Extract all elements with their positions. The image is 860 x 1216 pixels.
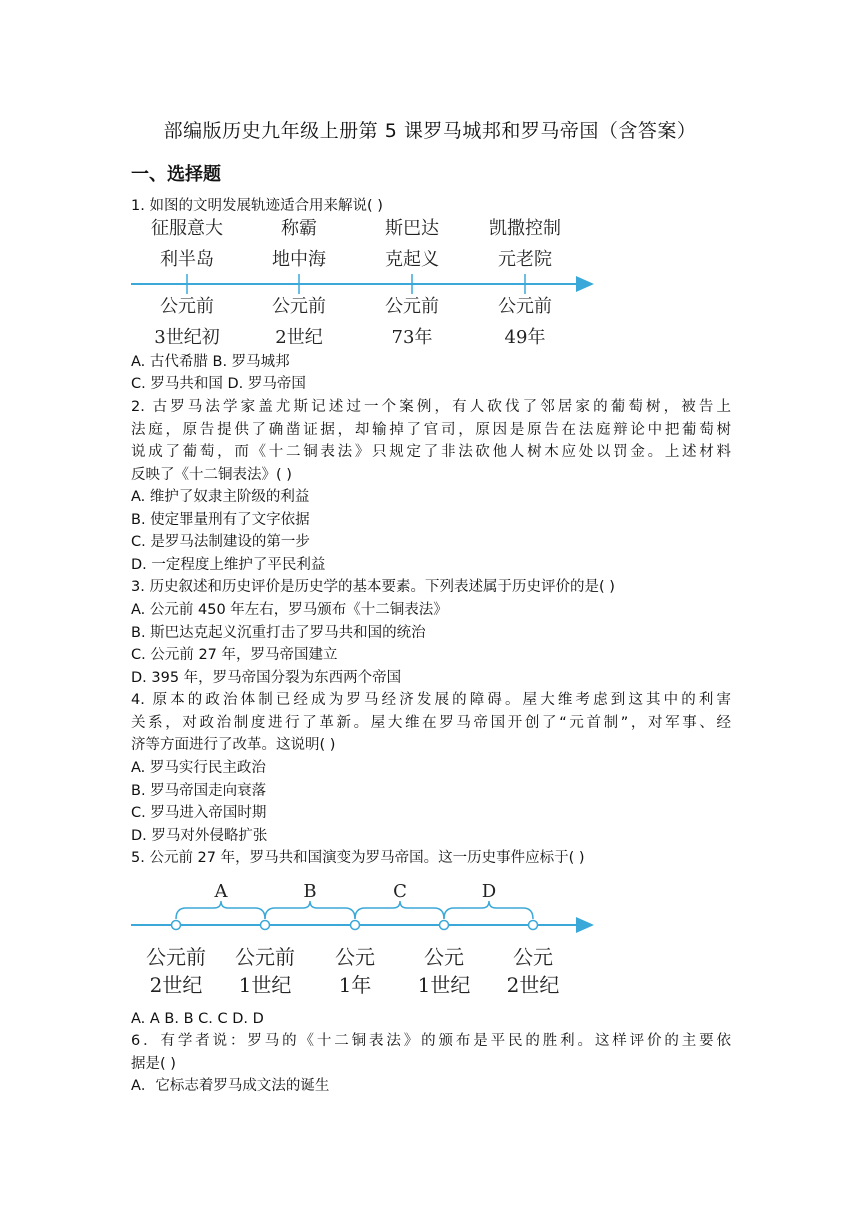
q5-point-label: 1世纪 (417, 973, 471, 997)
option: A. 维护了奴隶主阶级的利益 (131, 489, 310, 505)
q1-event-date: 3世纪初 (154, 327, 220, 348)
section-heading: 一、选择题 (131, 164, 221, 185)
q1-options-row-2: C. 罗马共和国 D. 罗马帝国 (131, 376, 306, 392)
q5-segment-label: D (481, 881, 497, 902)
q5-brace (444, 901, 533, 919)
q5-segment-label: C (393, 881, 407, 902)
q5-point-label: 2世纪 (506, 973, 560, 997)
q1-event-date: 公元前 (160, 296, 214, 317)
q1-event-bottom: 克起义 (385, 249, 439, 270)
q5-point-label: 公元 (424, 945, 464, 969)
q5-point-label: 公元 (335, 945, 375, 969)
option: C. 公元前 27 年，罗马帝国建立 (131, 647, 338, 663)
q5-options: A. A B. B C. C D. D (131, 1011, 264, 1027)
question-3-stem: 3. 历史叙述和历史评价是历史学的基本要素。下列表述属于历史评价的是( ) (131, 579, 615, 595)
q5-point-label: 2世纪 (149, 973, 203, 997)
option: D. 一定程度上维护了平民利益 (131, 556, 326, 573)
question-5-stem: 5. 公元前 27 年，罗马共和国演变为罗马帝国。这一历史事件应标于( ) (131, 850, 585, 866)
q1-event-bottom: 元老院 (498, 249, 552, 270)
q1-event-bottom: 利半岛 (160, 249, 214, 270)
option: A. 罗马实行民主政治 (131, 760, 266, 776)
q1-event-date: 公元前 (498, 296, 552, 317)
q1-event-date: 73年 (391, 327, 433, 348)
option: D. 罗马对外侵略扩张 (131, 827, 268, 844)
option: B. 使定罪量刑有了文字依据 (131, 511, 310, 528)
option: B. 斯巴达克起义沉重打击了罗马共和国的统治 (131, 624, 426, 641)
option: C. 罗马进入帝国时期 (131, 805, 267, 821)
option: A. 公元前 450 年左右，罗马颁布《十二铜表法》 (131, 602, 448, 618)
q5-point (440, 921, 449, 930)
q1-timeline (0, 212, 860, 352)
q1-event-top: 凯撒控制 (489, 218, 561, 239)
option: D. 395 年，罗马帝国分裂为东西两个帝国 (131, 669, 402, 686)
q5-brace (176, 901, 265, 919)
q1-event-bottom: 地中海 (272, 249, 326, 270)
q5-point-label: 公元前 (235, 945, 295, 969)
q1-event-top: 斯巴达 (385, 218, 439, 239)
q5-point (261, 921, 270, 930)
q5-point (172, 921, 181, 930)
question-2-stem: 2. 古罗马法学家盖尤斯记述过一个案例，有人砍伐了邻居家的葡萄树，被告上 法庭，原告提供了确凿证据，却输掉了官司，原因是原告在法庭辩论中把葡萄树 说成了葡萄，而《十二铜表法》只规定了非法砍他人树木应处以罚金。上述材料 反映了《十二铜表法》( ) (131, 399, 731, 483)
question-6-stem: 6．有学者说：罗马的《十二铜表法》的颁布是平民的胜利。这样评价的主要依 据是( ) (131, 1033, 731, 1072)
question-1-stem: 1. 如图的文明发展轨迹适合用来解说( ) (131, 198, 383, 214)
q5-timeline (0, 870, 860, 1005)
q1-event-top: 征服意大 (151, 218, 223, 239)
q5-point (351, 921, 360, 930)
q5-point-label: 1年 (338, 973, 372, 997)
q1-event-date: 公元前 (272, 296, 326, 317)
q5-point-label: 公元 (513, 945, 553, 969)
document-title: 部编版历史九年级上册第 5 课罗马城邦和罗马帝国（含答案） (163, 120, 697, 142)
q4-options (131, 757, 731, 847)
q5-point-label: 公元前 (146, 945, 206, 969)
q1-event-date: 公元前 (385, 296, 439, 317)
q5-brace (355, 901, 444, 919)
q1-event-date: 49年 (504, 327, 546, 348)
q3-options (131, 599, 731, 689)
q5-point (529, 921, 538, 930)
q1-options-row-1: A. 古代希腊 B. 罗马城邦 (131, 354, 290, 370)
option: B. 罗马帝国走向衰落 (131, 782, 267, 799)
q1-event-date: 2世纪 (275, 327, 323, 348)
option: C. 是罗马法制建设的第一步 (131, 534, 310, 550)
q5-segment-label: A (214, 881, 228, 902)
question-4-stem: 4. 原本的政治体制已经成为罗马经济发展的障碍。屋大维考虑到这其中的利害 关系，对政治制度进行了革新。屋大维在罗马帝国开创了“元首制”，对军事、经 济等方面进行了改革。这说明( ) (131, 692, 731, 753)
q5-brace (265, 901, 355, 919)
q6-option-a: A．它标志着罗马成文法的诞生 (131, 1078, 330, 1094)
q5-point-label: 1世纪 (238, 973, 292, 997)
q1-event-top: 称霸 (281, 218, 317, 239)
q2-options (131, 486, 731, 576)
q5-segment-label: B (303, 881, 317, 902)
